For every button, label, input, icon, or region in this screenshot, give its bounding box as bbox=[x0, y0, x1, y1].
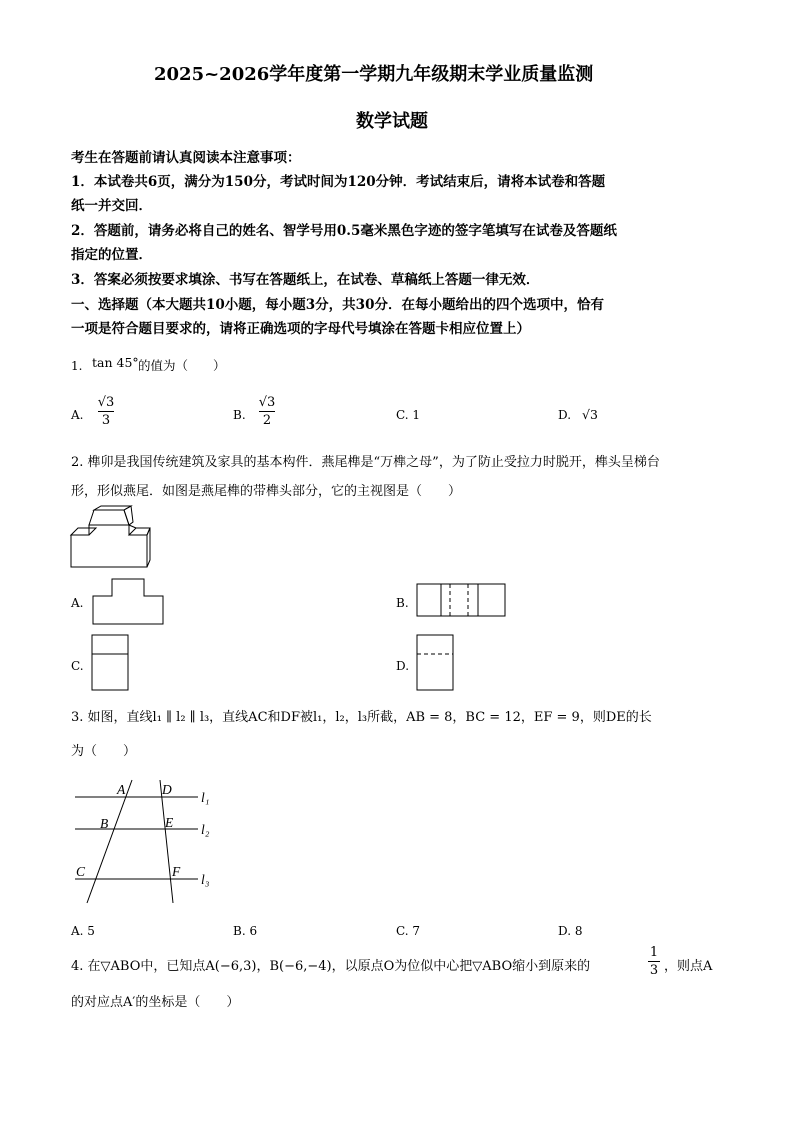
fraction-bar bbox=[98, 411, 114, 412]
q2-line1: 2. 榫卯是我国传统建筑及家具的基本构件．燕尾榫是“万榫之母”，为了防止受拉力时脱开，榫头呈梯台 bbox=[71, 455, 660, 470]
label-c: C bbox=[76, 864, 86, 879]
q1-expression: tan 45° bbox=[92, 355, 139, 370]
q1-option-b-label: B. bbox=[233, 408, 246, 422]
q4-line2: 的对应点A′的坐标是（ ） bbox=[71, 995, 240, 1010]
notice-item3: 3．答案必须按要求填涂、书写在答题纸上，在试卷、草稿纸上答题一律无效． bbox=[71, 272, 540, 288]
q1-option-a-label: A. bbox=[71, 408, 84, 422]
q1-option-b-fraction bbox=[255, 395, 279, 428]
fraction-bar bbox=[259, 411, 275, 412]
parallel-lines-figure bbox=[70, 778, 220, 908]
section1-line1: 一、选择题（本大题共10小题，每小题3分，共30分．在每小题给出的四个选项中，恰有 bbox=[71, 297, 604, 313]
q2-option-d-figure bbox=[416, 634, 456, 692]
q2-line2: 形，形似燕尾．如图是燕尾榫的带榫头部分，它的主视图是（ ） bbox=[71, 484, 462, 499]
q3-option-c: C. 7 bbox=[396, 924, 421, 938]
q4-fraction-numerator: 1 bbox=[649, 945, 659, 960]
exam-subtitle: 数学试题 bbox=[356, 111, 428, 132]
q3-option-d: D. 8 bbox=[558, 924, 583, 938]
q2-option-d-label: D. bbox=[396, 659, 410, 673]
q1-option-c: C. 1 bbox=[396, 408, 421, 422]
section1-line2: 一项是符合题目要求的，请将正确选项的字母代号填涂在答题卡相应位置上） bbox=[71, 321, 530, 337]
label-d: D bbox=[162, 782, 172, 797]
q3-line1: 3. 如图，直线l₁ ∥ l₂ ∥ l₃，直线AC和DF被l₁，l₂，l₃所截，AB = 8，BC = 12，EF = 9，则DE的长 bbox=[71, 710, 652, 725]
notice-item1-line1: 1．本试卷共6页，满分为150分，考试时间为120分钟．考试结束后，请将本试卷和答题 bbox=[71, 174, 606, 190]
q2-option-b-label: B. bbox=[396, 596, 409, 610]
q4-fraction-denominator: 3 bbox=[649, 963, 659, 978]
notice-item2-line2: 指定的位置． bbox=[71, 247, 152, 263]
label-l3: l₃ bbox=[201, 872, 210, 887]
q4-line1-start: 4. 在▽ABO中，已知点A(−6,3)，B(−6,−4)，以原点O为位似中心把▽ABO缩小到原来的 bbox=[71, 959, 591, 974]
q1-option-b-numerator: √3 bbox=[258, 395, 276, 410]
q2-option-a-label: A. bbox=[71, 596, 84, 610]
line-ac bbox=[87, 780, 132, 903]
label-b: B bbox=[100, 816, 109, 831]
q4-fraction bbox=[646, 945, 662, 978]
fraction-bar bbox=[648, 961, 660, 962]
q3-option-a: A. 5 bbox=[71, 924, 95, 938]
line-df bbox=[160, 780, 173, 903]
q1-option-b-denominator: 2 bbox=[262, 413, 272, 428]
q1-option-a-fraction bbox=[94, 395, 118, 428]
q1-stem: 的值为（ ） bbox=[138, 358, 226, 373]
label-l1: l₁ bbox=[201, 790, 210, 805]
q3-option-b: B. 6 bbox=[233, 924, 258, 938]
exam-title: 2025~2026学年度第一学期九年级期末学业质量监测 bbox=[154, 64, 594, 85]
q2-option-a-figure bbox=[92, 578, 166, 626]
q4-line1-end: ，则点A bbox=[664, 959, 713, 974]
q1-option-d-value: √3 bbox=[582, 407, 598, 422]
q3-line2: 为（ ） bbox=[71, 744, 137, 759]
q1-option-a-numerator: √3 bbox=[97, 395, 115, 410]
q1-option-a-denominator: 3 bbox=[101, 413, 111, 428]
notice-item2-line1: 2．答题前，请务必将自己的姓名、智学号用0.5毫米黑色字迹的签字笔填写在试卷及答题纸 bbox=[71, 223, 617, 239]
label-l2: l₂ bbox=[201, 822, 210, 837]
notice-item1-line2: 纸一并交回． bbox=[71, 198, 152, 214]
q1-number: 1. bbox=[71, 359, 83, 373]
label-a: A bbox=[117, 782, 126, 797]
label-e: E bbox=[165, 815, 174, 830]
q2-option-c-figure bbox=[91, 634, 131, 692]
label-f: F bbox=[172, 864, 181, 879]
dovetail-solid-figure bbox=[70, 508, 152, 570]
q1-option-d-label: D. bbox=[558, 408, 572, 422]
q2-option-b-figure bbox=[416, 583, 508, 619]
notice-intro: 考生在答题前请认真阅读本注意事项： bbox=[71, 150, 301, 166]
q2-option-c-label: C. bbox=[71, 659, 84, 673]
